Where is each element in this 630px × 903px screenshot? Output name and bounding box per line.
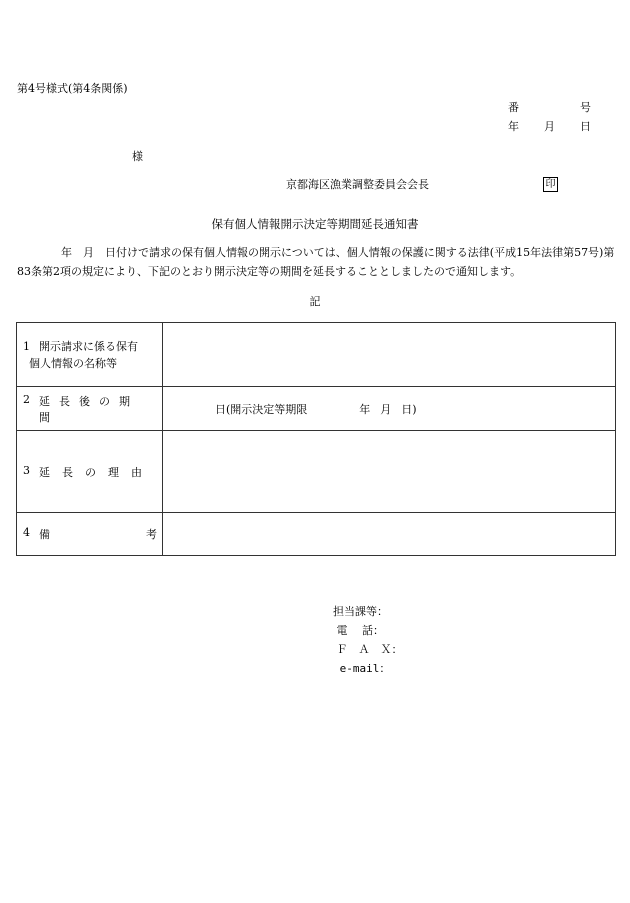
table-row xyxy=(17,513,616,556)
row2-value-month: 月 xyxy=(380,402,392,416)
row2-value-prefix: 日(開示決定等期限 xyxy=(215,402,308,416)
row2-value-year: 年 xyxy=(359,402,371,416)
row3-number: 3 xyxy=(23,463,30,477)
row4-label-left: 備 xyxy=(39,528,50,541)
table-row xyxy=(17,387,616,431)
contact-email: e-mail： xyxy=(333,662,391,675)
sender-name: 京都海区漁業調整委員会会長 xyxy=(286,178,429,191)
body-paragraph: 年 月 日付けで請求の保有個人情報の開示については、個人情報の保護に関する法律(平成15年法律第57号)第83条第2項の規定により、下記のとおり開示決定等の期間を延長することとしましたので通知します。 xyxy=(17,246,615,278)
date-year: 年 xyxy=(508,120,519,133)
row2-label-cell xyxy=(17,387,163,431)
row2-value-day: 日) xyxy=(401,402,417,416)
row2-value-cell[interactable] xyxy=(163,387,616,431)
row4-value-cell[interactable] xyxy=(163,513,616,556)
detail-table xyxy=(16,322,616,556)
row3-value-cell[interactable] xyxy=(163,431,616,513)
row4-label xyxy=(39,526,157,542)
row1-number: 1 xyxy=(23,339,30,353)
row1-label-line1: 開示請求に係る保有 xyxy=(39,339,138,353)
date-day: 日 xyxy=(580,120,591,133)
form-number: 第4号様式(第4条関係) xyxy=(17,82,128,95)
row3-label-cell xyxy=(17,431,163,513)
contact-fax: Ｆ Ａ Ｘ： xyxy=(333,643,403,656)
row1-label-line2: 個人情報の名称等 xyxy=(29,356,117,370)
contact-phone: 電 話： xyxy=(333,624,384,637)
doc-number-prefix: 番 xyxy=(508,101,519,114)
table-row xyxy=(17,431,616,513)
seal-mark: 印 xyxy=(543,177,558,192)
row3-label: 延長の理由 xyxy=(39,465,154,479)
row4-number: 4 xyxy=(23,526,30,539)
contact-block xyxy=(333,602,403,678)
document-title: 保有個人情報開示決定等期間延長通知書 xyxy=(211,217,419,231)
row2-number: 2 xyxy=(23,392,30,406)
table-row xyxy=(17,323,616,387)
ki-heading: 記 xyxy=(309,295,321,308)
recipient-honorific: 様 xyxy=(132,150,143,163)
row4-label-cell xyxy=(17,513,163,556)
row1-value-cell[interactable] xyxy=(163,323,616,387)
row1-label-cell xyxy=(17,323,163,387)
doc-number-suffix: 号 xyxy=(580,101,591,114)
row2-label: 延長後の期間 xyxy=(39,394,139,424)
contact-department: 担当課等： xyxy=(333,605,388,618)
date-month: 月 xyxy=(544,120,555,133)
row4-label-right: 考 xyxy=(146,528,157,541)
